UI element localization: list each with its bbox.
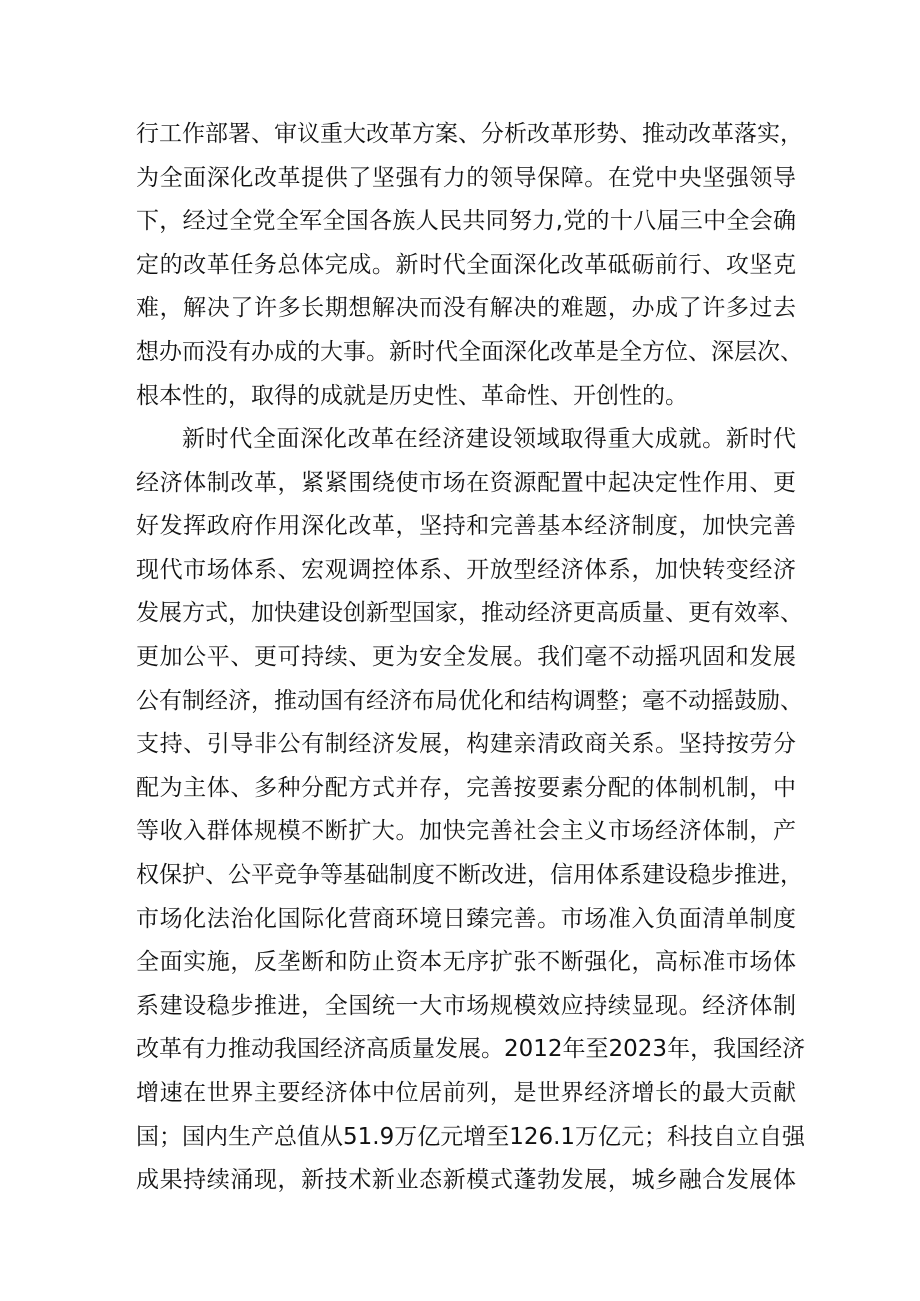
text-line: 经济体制改革，紧紧围绕使市场在资源配置中起决定性作用、更 <box>136 469 796 496</box>
text-line: 权保护、公平竞争等基础制度不断改进，信用体系建设稳步推进， <box>136 861 803 888</box>
text-line: 系建设稳步推进，全国统一大市场规模效应持续显现。经济体制 <box>136 992 796 1019</box>
text-line: 公有制经济，推动国有经济布局优化和结构调整；毫不动摇鼓励、 <box>136 687 803 714</box>
text-line: 改革有力推动我国经济高质量发展。2012年至2023年，我国经济 <box>136 1036 806 1063</box>
text-line: 全面实施，反垄断和防止资本无序扩张不断强化，高标准市场体 <box>136 949 796 976</box>
text-line: 行工作部署、审议重大改革方案、分析改革形势、推动改革落实， <box>136 121 803 147</box>
text-line: 新时代全面深化改革在经济建设领域取得重大成就。新时代 <box>182 426 796 452</box>
text-line: 增速在世界主要经济体中位居前列，是世界经济增长的最大贡献 <box>136 1079 796 1106</box>
text-line: 配为主体、多种分配方式并存，完善按要素分配的体制机制，中 <box>136 774 796 801</box>
text-line: 市场化法治化国际化营商环境日臻完善。市场准入负面清单制度 <box>136 905 796 932</box>
text-line: 等收入群体规模不断扩大。加快完善社会主义市场经济体制，产 <box>136 818 796 845</box>
text-line: 定的改革任务总体完成。新时代全面深化改革砥砺前行、攻坚克 <box>136 251 796 278</box>
text-line: 为全面深化改革提供了坚强有力的领导保障。在党中央坚强领导 <box>136 164 796 191</box>
text-line: 支持、引导非公有制经济发展，构建亲清政商关系。坚持按劳分 <box>136 731 796 758</box>
text-line: 好发挥政府作用深化改革，坚持和完善基本经济制度，加快完善 <box>136 513 796 540</box>
paragraph-1 <box>136 113 803 418</box>
text-line: 国；国内生产总值从51.9万亿元增至126.1万亿元；科技自立自强 <box>136 1123 806 1150</box>
text-line: 想办而没有办成的大事。新时代全面深化改革是全方位、深层次、 <box>136 338 803 365</box>
text-line: 难，解决了许多长期想解决而没有解决的难题，办成了许多过去 <box>136 295 796 322</box>
text-line: 现代市场体系、宏观调控体系、开放型经济体系，加快转变经济 <box>136 556 796 583</box>
text-line: 下，经过全党全军全国各族人民共同努力,党的十八届三中全会确 <box>136 208 796 235</box>
text-line: 更加公平、更可持续、更为安全发展。我们毫不动摇巩固和发展 <box>136 643 796 670</box>
text-line: 根本性的，取得的成就是历史性、革命性、开创性的。 <box>136 382 688 409</box>
paragraph-2 <box>136 418 806 1203</box>
text-line: 发展方式，加快建设创新型国家，推动经济更高质量、更有效率、 <box>136 600 803 627</box>
text-line: 成果持续涌现，新技术新业态新模式蓬勃发展，城乡融合发展体 <box>136 1167 796 1194</box>
